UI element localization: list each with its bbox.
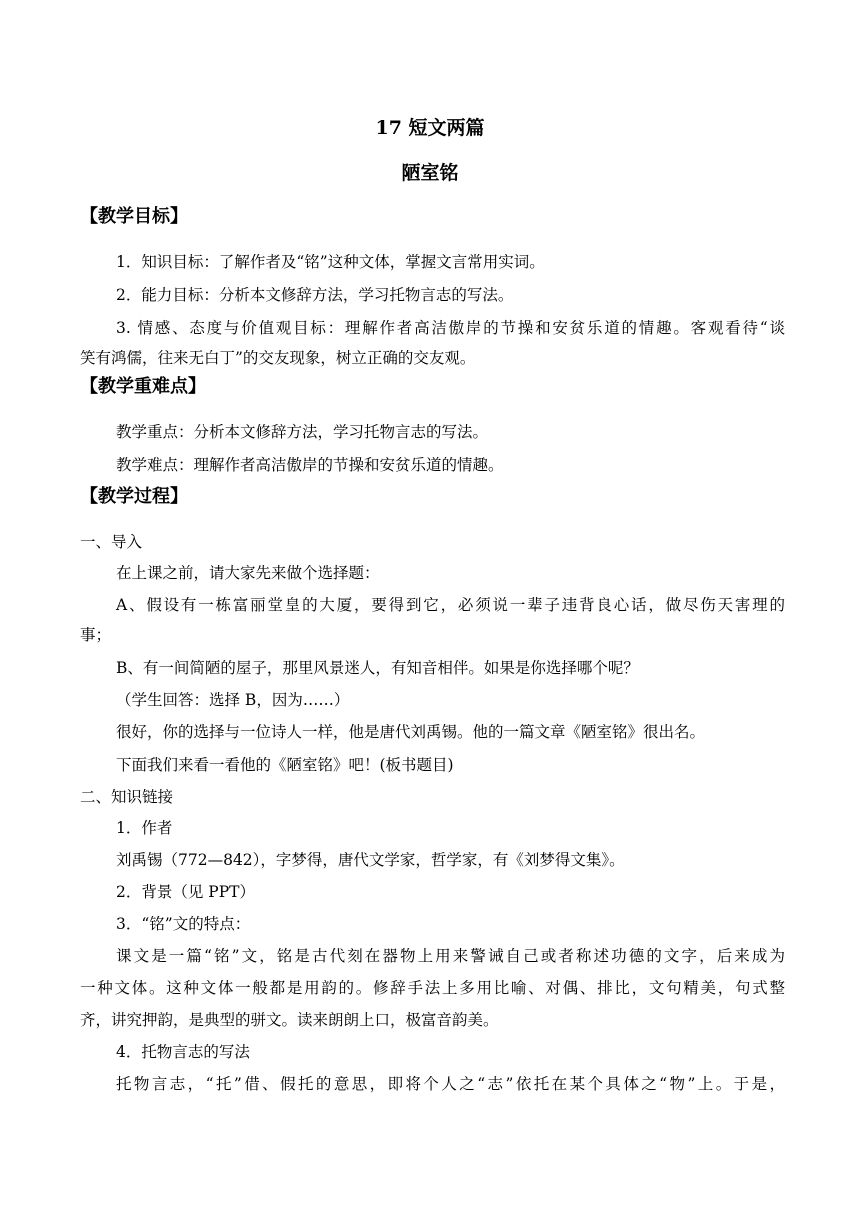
objective-item: 3. 情感、态度与价值观目标：理解作者高洁傲岸的节操和安贫乐道的情趣。客观看待“谈 (116, 319, 785, 337)
subsection-label: 4．托物言志的写法 (116, 1043, 250, 1061)
genre-paragraph-continuation: 一种文体。这种文体一般都是用韵的。修辞手法上多用比喻、对偶、排比，文句精美，句式整 (80, 979, 785, 997)
teaching-focus: 教学重点：分析本文修辞方法，学习托物言志的写法。 (116, 423, 489, 441)
objective-item: 2．能力目标：分析本文修辞方法，学习托物言志的写法。 (116, 286, 514, 304)
genre-paragraph: 课文是一篇“铭”文，铭是古代刻在器物上用来警诫自己或者称述功德的文字，后来成为 (116, 947, 785, 965)
subsection-label: 1．作者 (116, 819, 173, 837)
method-paragraph: 托物言志，“托”借、假托的意思，即将个人之“志”依托在某个具体之“物”上。于是， (116, 1075, 785, 1093)
paragraph: 在上课之前，请大家先来做个选择题： (116, 564, 380, 582)
subsection-label: 3．“铭”文的特点： (116, 915, 251, 933)
author-info: 刘禹锡（772—842），字梦得，唐代文学家，哲学家，有《刘梦得文集》。 (116, 851, 625, 869)
paragraph: 下面我们来看一看他的《陋室铭》吧！(板书题目) (116, 756, 454, 774)
option-a: A、假设有一栋富丽堂皇的大厦，要得到它，必须说一辈子违背良心话，做尽伤天害理的 (116, 596, 785, 614)
genre-paragraph-continuation: 齐，讲究押韵，是典型的骈文。读来朗朗上口，极富音韵美。 (80, 1011, 499, 1029)
text-title: 陋室铭 (401, 162, 459, 184)
key-points-heading: 【教学重难点】 (80, 376, 206, 397)
objectives-heading: 【教学目标】 (80, 206, 188, 227)
section-heading-intro: 一、导入 (80, 533, 143, 551)
teaching-difficulty: 教学难点：理解作者高洁傲岸的节操和安贫乐道的情趣。 (116, 456, 504, 474)
objective-item-continuation: 笑有鸿儒，往来无白丁”的交友现象，树立正确的交友观。 (80, 349, 476, 367)
paragraph: 很好，你的选择与一位诗人一样，他是唐代刘禹锡。他的一篇文章《陋室铭》很出名。 (116, 723, 706, 741)
objective-item: 1．知识目标：了解作者及“铭”这种文体，掌握文言常用实词。 (116, 253, 545, 271)
student-answer: （学生回答：选择 B，因为……） (116, 691, 350, 709)
section-heading-links: 二、知识链接 (80, 788, 174, 806)
subsection-label: 2．背景（见 PPT） (116, 883, 255, 901)
option-b: B、有一间简陋的屋子，那里风景迷人，有知音相伴。如果是你选择哪个呢？ (116, 659, 639, 677)
lesson-title: 17 短文两篇 (375, 117, 485, 139)
option-a-continuation: 事； (80, 626, 112, 644)
process-heading: 【教学过程】 (80, 486, 188, 507)
